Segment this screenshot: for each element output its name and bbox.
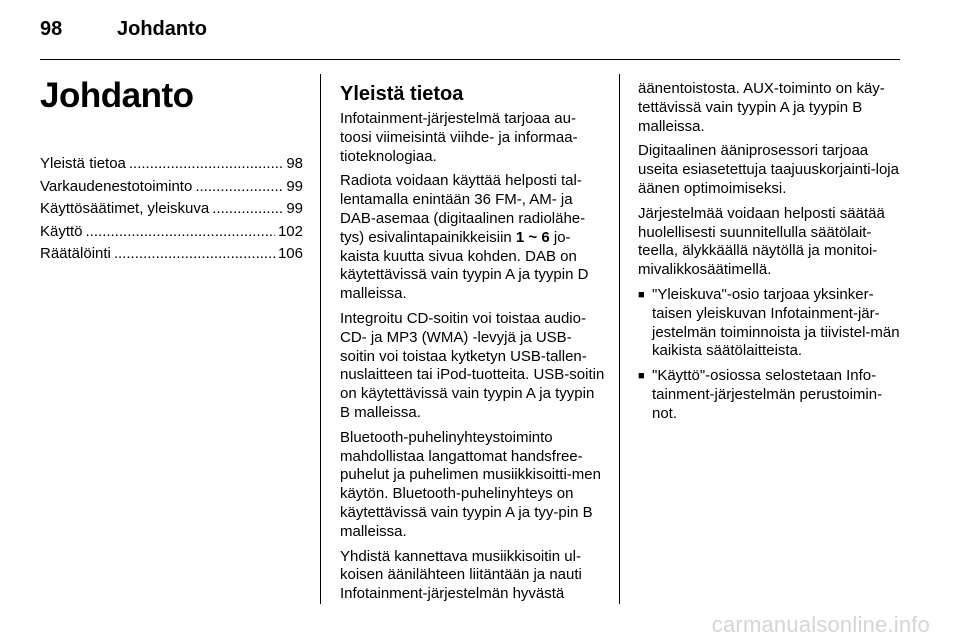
chapter-title: Johdanto [40,76,194,115]
toc-entry[interactable] [40,176,303,199]
toc-leader-dots [212,198,283,221]
paragraph-text: Radiota voidaan käyttää helposti tal-lentamalla enintään 36 FM-, AM- ja DAB-asemaa (digitaalinen radiolähe-tys) esivalintapainikkeisiin [340,172,586,246]
paragraph: Järjestelmää voidaan helposti säätää huolellisesti suunnitellulla säätölait-teella, älykkäällä näytöllä ja monitoi-mivalikkosäätimellä. [638,204,885,279]
list-item-text: "Yleiskuva"-osio tarjoaa yksinker-taisen yleiskuvan Infotainment-jär-jestelmän toiminnoista ja tiivistel-män kaikista säätölaitteista. [652,285,900,360]
toc-entry[interactable] [40,243,303,266]
toc-entry[interactable] [40,221,303,244]
toc-label: Varkaudenestotoiminto [40,177,193,195]
list-item [638,367,903,423]
list-item-text: "Käyttö"-osiossa selostetaan Info-tainment-järjestelmän perustoimin-not. [652,367,883,422]
page-header [40,18,207,41]
toc-page-number: 98 [286,155,303,172]
column-body-right [638,80,903,430]
paragraph: Digitaalinen ääniprosessori tarjoaa useita esiasetettuja taajuuskorjainti-loja äänen optimoimiseksi. [638,142,899,197]
column-divider-left [320,74,321,604]
toc-leader-dots [195,176,283,199]
toc-label: Käyttö [40,222,83,240]
running-header-title: Johdanto [117,18,207,40]
toc-leader-dots [129,153,283,176]
paragraph: Infotainment-järjestelmä tarjoaa au-toosi viimeisintä viihde- ja informaa-tioteknologiaa. [340,110,578,165]
paragraph-text: jo-kaista kuutta sivua kohden. DAB on käytettävissä vain tyypin A ja tyypin D malleissa. [340,228,589,303]
page-number: 98 [40,18,63,40]
toc-label: Räätälöinti [40,245,111,262]
toc-page-number: 99 [286,200,303,217]
column-body-middle [340,82,605,610]
paragraph: Bluetooth-puhelinyhteystoiminto mahdollistaa langattomat handsfree-puhelut ja puhelimen musiikkisoitti-men käytön. Bluetooth-puhelinyhteys on käytettävissä vain tyypin A ja tyy-pin B malleissa. [340,428,601,540]
column-divider-right [619,74,620,604]
header-rule [40,59,900,60]
section-heading: Yleistä tietoa [340,83,464,105]
toc-page-number: 99 [286,177,303,195]
list-item [638,286,903,361]
toc-leader-dots [86,221,275,244]
watermark: carmanualsonline.info [711,612,930,637]
square-bullet-icon: ■ [638,370,645,383]
preset-buttons-range: 1 ~ 6 [515,228,550,246]
square-bullet-icon: ■ [638,288,645,301]
paragraph: Yhdistä kannettava musiikkisoitin ul-koisen äänilähteen liitäntään ja nauti Infotainment-järjestelmän hyvästä [340,547,582,603]
toc-label: Yleistä tietoa [40,155,126,172]
bullet-list [638,286,903,424]
column-toc [40,76,303,266]
toc-label: Käyttösäätimet, yleiskuva [40,200,210,217]
toc-leader-dots [114,243,275,266]
paragraph: äänentoistosta. AUX-toiminto on käy-tettävissä vain tyypin A ja tyypin B malleissa. [638,80,885,135]
toc-entry[interactable] [40,153,303,176]
paragraph-radio [340,172,605,304]
toc-entry[interactable] [40,198,303,221]
paragraph: Integroitu CD-soitin voi toistaa audio-CD- ja MP3 (WMA) -levyjä ja USB-soitin voi toistaa kytketyn USB-tallen-nuslaitteen tai iPod-tuotteita. USB-soitin on käytettävissä vain tyypin A ja tyypin B malleissa. [340,309,605,421]
table-of-contents [40,153,303,266]
toc-page-number: 106 [277,245,303,262]
toc-page-number: 102 [277,222,303,240]
